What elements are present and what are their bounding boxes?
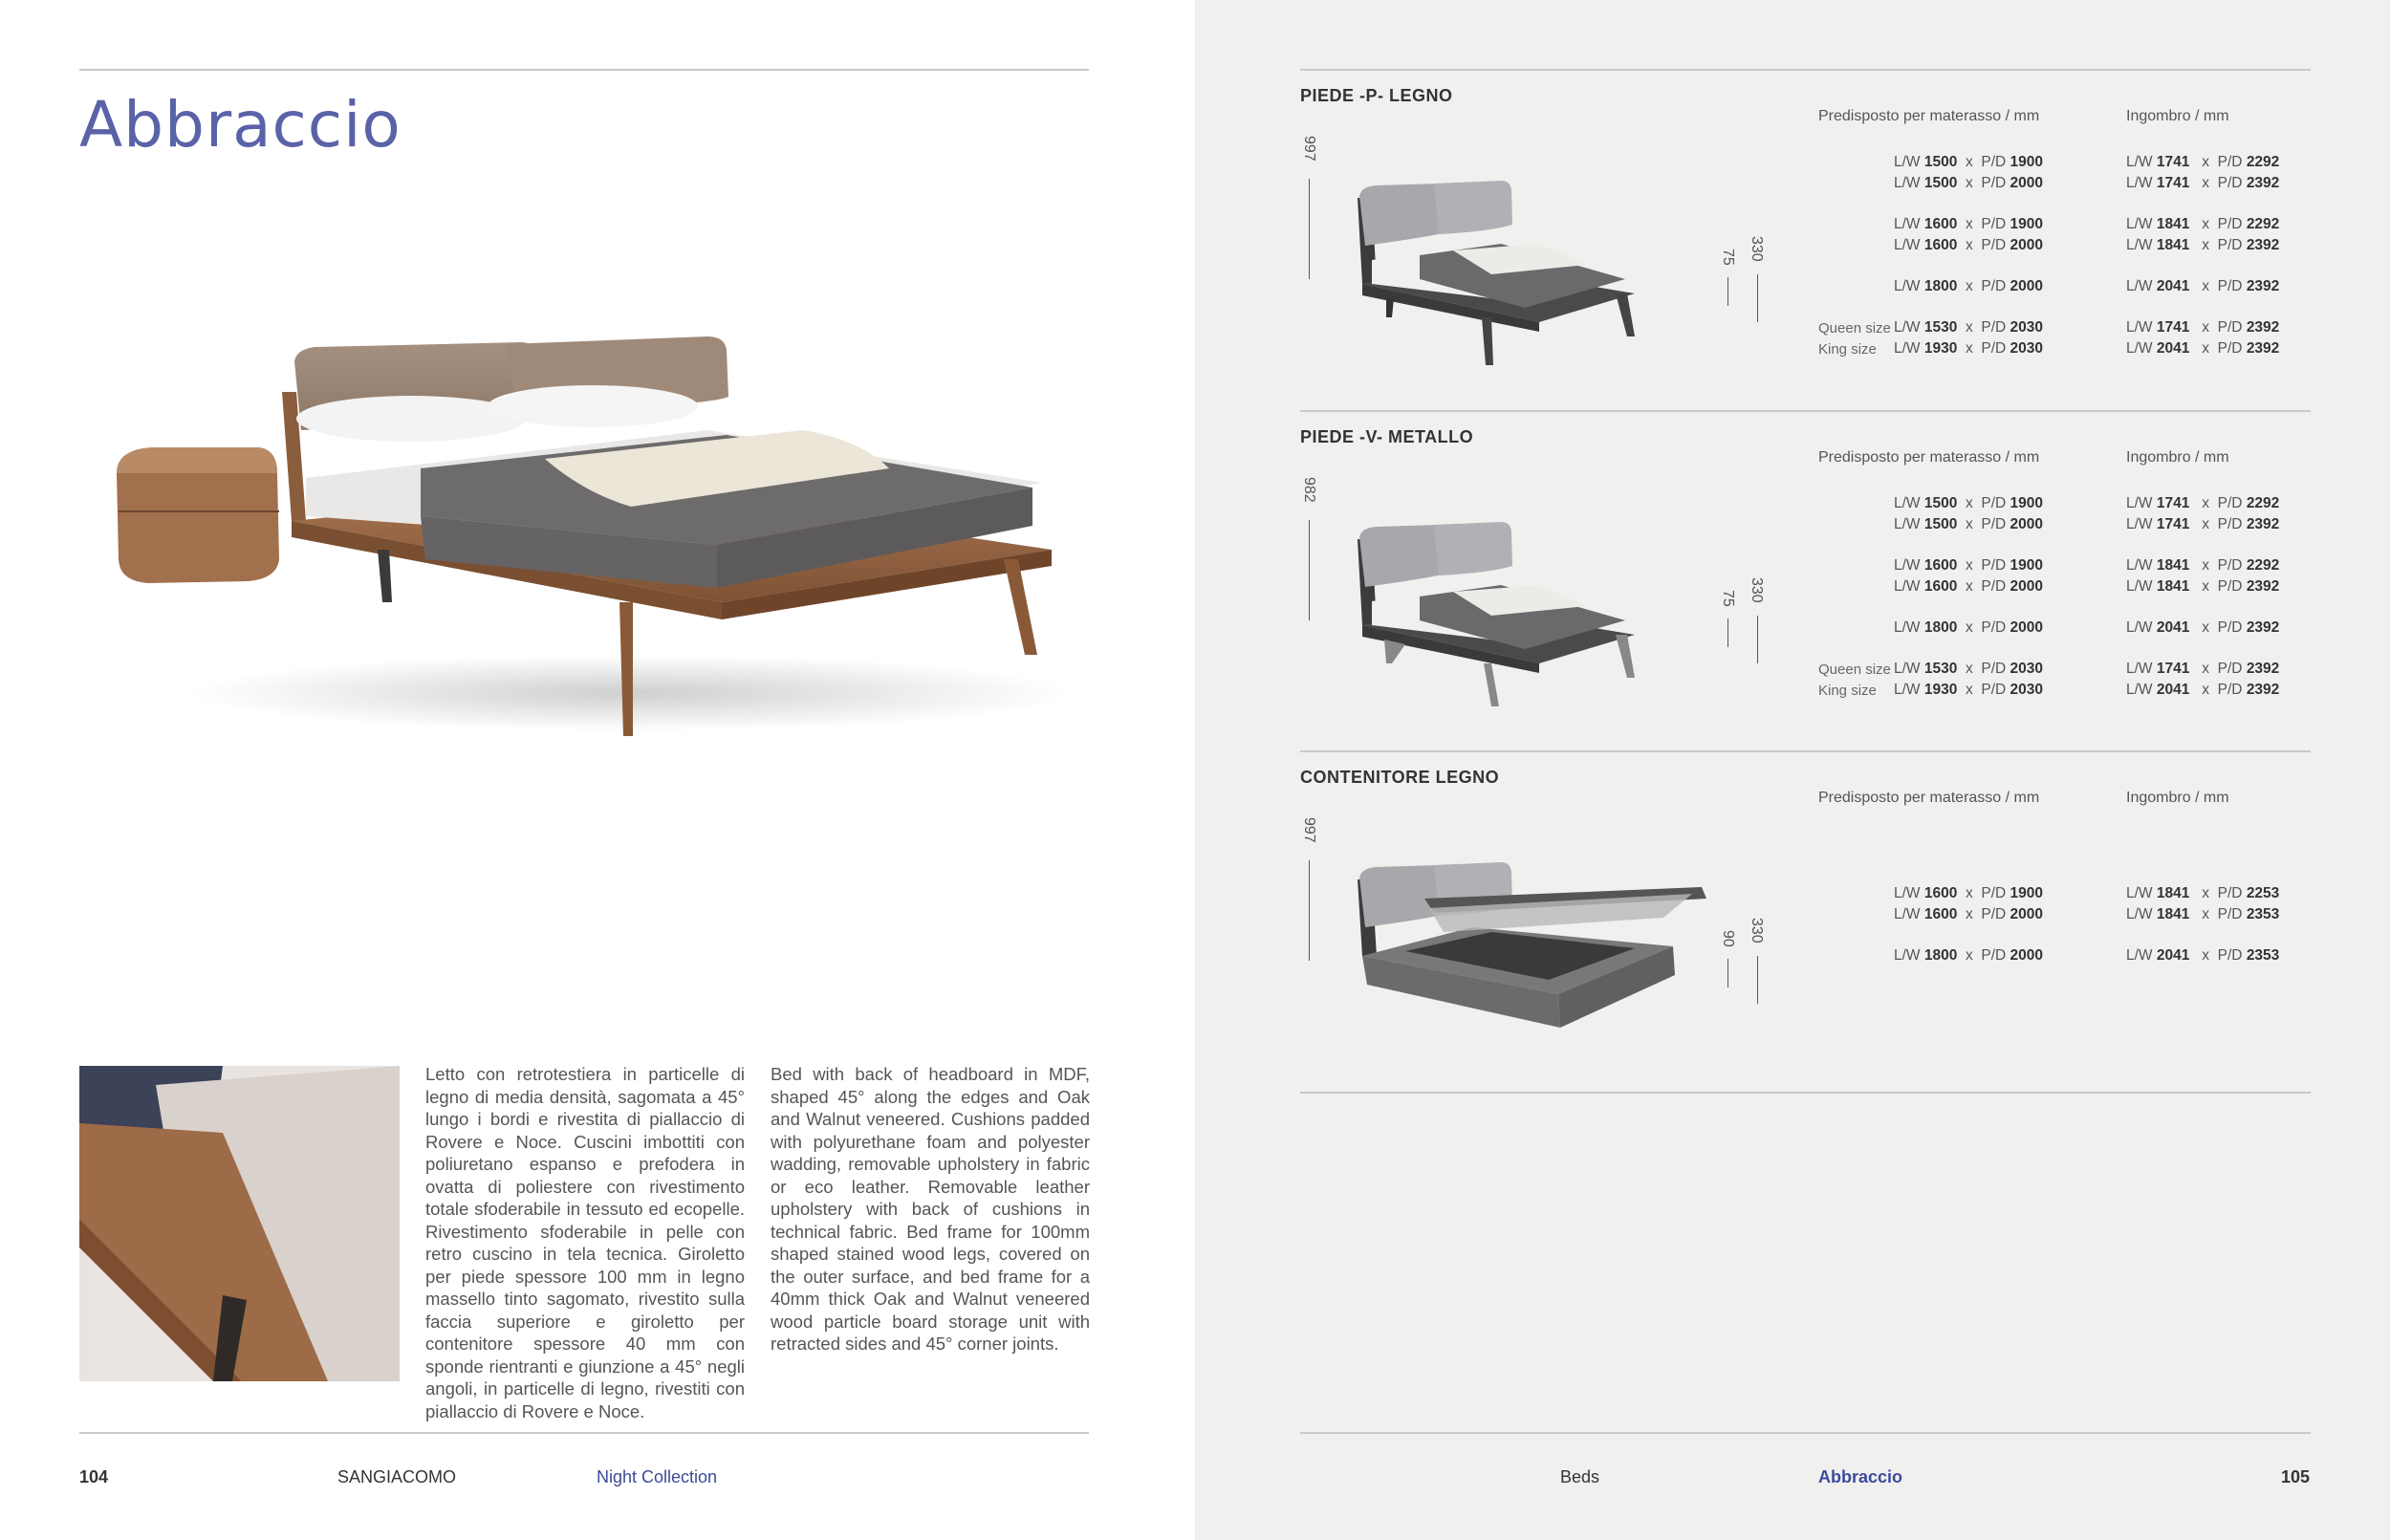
dimension-a: 75 <box>1720 590 1736 607</box>
x-label: x <box>1965 885 1973 901</box>
mattress-width: 1530 <box>1923 661 1958 677</box>
overall-width: 1741 <box>2156 154 2190 170</box>
mattress-size-row <box>1894 619 2043 637</box>
mattress-depth: 2000 <box>2010 619 2043 636</box>
height-dimension: 997 <box>1301 136 1317 162</box>
pd-label: P/D <box>2217 216 2243 232</box>
overall-size-row <box>2126 175 2279 192</box>
mattress-depth: 2000 <box>2010 175 2043 191</box>
lw-label: L/W <box>1894 216 1921 232</box>
overall-depth: 2392 <box>2246 661 2280 677</box>
mattress-depth: 2000 <box>2010 947 2043 964</box>
mattress-width: 1800 <box>1923 619 1958 636</box>
mattress-depth: 1900 <box>2010 216 2043 232</box>
lw-label: L/W <box>1894 175 1921 191</box>
size-label: Queen size <box>1818 320 1891 336</box>
mattress-size-row <box>1894 906 2043 923</box>
description-italian: Letto con retrotestiera in particelle di legno di media densità, sagomata a 45° lungo i bordi e rivestita di piallaccio di Rovere e Noce. Cuscini imbottiti con poliuretano espanso e prefodera in ovatta di poliestere con rivestimento totale sfoderabile in tessuto ed ecopelle. Rivestimento sfoderabile in pelle con retro cuscino in tela tecnica. Giroletto per piede spessore 100 mm in legno massello tinto sagomato, rivestito sulla faccia superiore e giroletto per contenitore spessore 40 mm con sponde rientranti e giunzione a 45° negli angoli, in particelle di legno, rivestiti con piallaccio di Rovere e Noce. <box>425 1064 745 1421</box>
overall-width: 2041 <box>2156 682 2190 698</box>
overall-width: 2041 <box>2156 947 2190 964</box>
mattress-size-row <box>1894 175 2043 192</box>
section-title: CONTENITORE LEGNO <box>1300 768 1500 787</box>
lw-label: L/W <box>2126 175 2153 191</box>
pd-label: P/D <box>2217 516 2243 532</box>
height-dimension-line <box>1309 179 1310 279</box>
mattress-depth: 1900 <box>2010 495 2043 511</box>
overall-width: 1841 <box>2156 906 2190 922</box>
lw-label: L/W <box>2126 516 2153 532</box>
pd-label: P/D <box>1981 947 2007 964</box>
lw-label: L/W <box>1894 278 1921 294</box>
column-head-overall: Ingombro / mm <box>2126 449 2229 466</box>
lw-label: L/W <box>1894 319 1921 336</box>
pd-label: P/D <box>1981 278 2007 294</box>
pd-label: P/D <box>1981 682 2007 698</box>
section-title: PIEDE -P- LEGNO <box>1300 86 1453 105</box>
overall-size-row <box>2126 578 2279 596</box>
bed-detail-photo <box>79 1066 400 1381</box>
mattress-depth: 1900 <box>2010 557 2043 574</box>
dimension-b: 330 <box>1749 918 1765 944</box>
x-label: x <box>1965 175 1973 191</box>
x-label: x <box>2202 516 2210 532</box>
x-label: x <box>2202 906 2210 922</box>
pd-label: P/D <box>2217 947 2243 964</box>
x-label: x <box>1965 947 1973 964</box>
lw-label: L/W <box>1894 947 1921 964</box>
mattress-size-row <box>1894 557 2043 575</box>
lw-label: L/W <box>1894 495 1921 511</box>
lw-label: L/W <box>1894 557 1921 574</box>
bed-drawing <box>1348 841 1721 1061</box>
page-title: Abbraccio <box>79 88 402 162</box>
mattress-width: 1800 <box>1923 947 1958 964</box>
overall-size-row <box>2126 885 2279 902</box>
pd-label: P/D <box>2217 578 2243 595</box>
dimension-a: 75 <box>1720 249 1736 266</box>
x-label: x <box>1965 237 1973 253</box>
lw-label: L/W <box>1894 885 1921 901</box>
lw-label: L/W <box>2126 154 2153 170</box>
bed-drawing <box>1348 160 1721 380</box>
mattress-depth: 1900 <box>2010 885 2043 901</box>
pd-label: P/D <box>2217 340 2243 357</box>
column-head-mattress: Predisposto per materasso / mm <box>1818 108 2040 124</box>
lw-label: L/W <box>2126 661 2153 677</box>
size-label: King size <box>1818 683 1877 699</box>
height-dimension: 997 <box>1301 817 1317 843</box>
overall-width: 1841 <box>2156 885 2190 901</box>
dimension-b-line <box>1757 274 1758 322</box>
footer-category: Beds <box>1560 1467 1600 1486</box>
dimension-b: 330 <box>1749 236 1765 262</box>
pd-label: P/D <box>2217 557 2243 574</box>
section-rule <box>1300 750 2311 752</box>
overall-depth: 2292 <box>2246 495 2280 511</box>
mattress-size-row <box>1894 885 2043 902</box>
mattress-width: 1500 <box>1923 495 1958 511</box>
mattress-size-row <box>1894 319 2043 336</box>
overall-depth: 2392 <box>2246 175 2280 191</box>
pd-label: P/D <box>1981 340 2007 357</box>
overall-size-row <box>2126 682 2279 699</box>
pd-label: P/D <box>2217 885 2243 901</box>
lw-label: L/W <box>2126 619 2153 636</box>
section-rule <box>1300 69 2311 71</box>
lw-label: L/W <box>2126 340 2153 357</box>
mattress-depth: 2030 <box>2010 319 2043 336</box>
overall-size-row <box>2126 906 2279 923</box>
x-label: x <box>1965 578 1973 595</box>
footer-collection: Night Collection <box>597 1467 718 1486</box>
overall-width: 1741 <box>2156 516 2190 532</box>
mattress-width: 1600 <box>1923 557 1958 574</box>
lw-label: L/W <box>2126 906 2153 922</box>
pd-label: P/D <box>2217 319 2243 336</box>
lw-label: L/W <box>1894 237 1921 253</box>
mattress-depth: 2000 <box>2010 237 2043 253</box>
dimension-b-line <box>1757 956 1758 1004</box>
bottom-rule <box>79 1432 1089 1434</box>
section-end-rule <box>1300 1092 2311 1094</box>
x-label: x <box>2202 340 2210 357</box>
height-dimension-line <box>1309 860 1310 961</box>
top-rule <box>79 69 1089 71</box>
lw-label: L/W <box>1894 516 1921 532</box>
pd-label: P/D <box>2217 495 2243 511</box>
overall-depth: 2392 <box>2246 619 2280 636</box>
mattress-depth: 2030 <box>2010 661 2043 677</box>
mattress-depth: 2000 <box>2010 578 2043 595</box>
pd-label: P/D <box>1981 885 2007 901</box>
lw-label: L/W <box>2126 319 2153 336</box>
mattress-depth: 2030 <box>2010 682 2043 698</box>
pd-label: P/D <box>1981 557 2007 574</box>
column-head-mattress: Predisposto per materasso / mm <box>1818 790 2040 806</box>
lw-label: L/W <box>1894 619 1921 636</box>
size-label: Queen size <box>1818 662 1891 678</box>
x-label: x <box>2202 619 2210 636</box>
x-label: x <box>2202 154 2210 170</box>
pd-label: P/D <box>2217 619 2243 636</box>
pd-label: P/D <box>2217 237 2243 253</box>
column-head-overall: Ingombro / mm <box>2126 108 2229 124</box>
dimension-a-line <box>1727 959 1728 987</box>
mattress-width: 1600 <box>1923 906 1958 922</box>
overall-width: 1841 <box>2156 557 2190 574</box>
overall-size-row <box>2126 661 2279 678</box>
lw-label: L/W <box>2126 278 2153 294</box>
x-label: x <box>1965 278 1973 294</box>
mattress-width: 1500 <box>1923 154 1958 170</box>
x-label: x <box>2202 495 2210 511</box>
mattress-width: 1530 <box>1923 319 1958 336</box>
mattress-width: 1600 <box>1923 578 1958 595</box>
mattress-depth: 2030 <box>2010 340 2043 357</box>
mattress-width: 1500 <box>1923 516 1958 532</box>
x-label: x <box>1965 906 1973 922</box>
dimension-b: 330 <box>1749 577 1765 603</box>
dimension-a: 90 <box>1720 930 1736 947</box>
pd-label: P/D <box>1981 619 2007 636</box>
mattress-size-row <box>1894 278 2043 295</box>
height-dimension-line <box>1309 520 1310 620</box>
overall-size-row <box>2126 216 2279 233</box>
lw-label: L/W <box>2126 216 2153 232</box>
x-label: x <box>2202 885 2210 901</box>
pd-label: P/D <box>1981 216 2007 232</box>
mattress-depth: 1900 <box>2010 154 2043 170</box>
x-label: x <box>2202 578 2210 595</box>
lw-label: L/W <box>2126 682 2153 698</box>
mattress-depth: 2000 <box>2010 278 2043 294</box>
overall-size-row <box>2126 495 2279 512</box>
lw-label: L/W <box>2126 237 2153 253</box>
lw-label: L/W <box>1894 682 1921 698</box>
x-label: x <box>2202 682 2210 698</box>
mattress-width: 1930 <box>1923 682 1958 698</box>
mattress-size-row <box>1894 216 2043 233</box>
x-label: x <box>2202 175 2210 191</box>
mattress-size-row <box>1894 495 2043 512</box>
overall-depth: 2392 <box>2246 278 2280 294</box>
overall-width: 1741 <box>2156 175 2190 191</box>
x-label: x <box>2202 319 2210 336</box>
lw-label: L/W <box>1894 340 1921 357</box>
lw-label: L/W <box>2126 557 2153 574</box>
lw-label: L/W <box>2126 947 2153 964</box>
lw-label: L/W <box>1894 906 1921 922</box>
description-english: Bed with back of headboard in MDF, shaped 45° along the edges and Oak and Walnut veneered. Cushions padded with polyurethane foam and polyester wadding, removable upholstery in fabric or eco leather. Removable leather upholstery with back of cushions in technical fabric. Bed frame for 100mm shaped stained wood legs, covered on the outer surface, and bed frame for a 40mm thick Oak and Walnut veneered wood particle board storage unit with retracted sides and 45° corner joints. <box>771 1064 1090 1354</box>
mattress-width: 1600 <box>1923 237 1958 253</box>
x-label: x <box>2202 557 2210 574</box>
pd-label: P/D <box>1981 154 2007 170</box>
height-dimension: 982 <box>1301 477 1317 503</box>
lw-label: L/W <box>2126 885 2153 901</box>
overall-size-row <box>2126 516 2279 533</box>
mattress-size-row <box>1894 661 2043 678</box>
overall-width: 1741 <box>2156 319 2190 336</box>
overall-width: 1841 <box>2156 237 2190 253</box>
overall-width: 1841 <box>2156 216 2190 232</box>
mattress-depth: 2000 <box>2010 516 2043 532</box>
x-label: x <box>2202 947 2210 964</box>
mattress-width: 1600 <box>1923 216 1958 232</box>
pd-label: P/D <box>2217 278 2243 294</box>
overall-width: 1741 <box>2156 495 2190 511</box>
overall-size-row <box>2126 557 2279 575</box>
mattress-width: 1600 <box>1923 885 1958 901</box>
overall-depth: 2392 <box>2246 319 2280 336</box>
size-label: King size <box>1818 341 1877 358</box>
lw-label: L/W <box>1894 661 1921 677</box>
overall-width: 1841 <box>2156 578 2190 595</box>
x-label: x <box>2202 661 2210 677</box>
overall-depth: 2392 <box>2246 237 2280 253</box>
overall-size-row <box>2126 237 2279 254</box>
mattress-size-row <box>1894 237 2043 254</box>
mattress-size-row <box>1894 947 2043 965</box>
overall-depth: 2392 <box>2246 682 2280 698</box>
pd-label: P/D <box>1981 237 2007 253</box>
lw-label: L/W <box>2126 495 2153 511</box>
x-label: x <box>1965 340 1973 357</box>
section-title: PIEDE -V- METALLO <box>1300 427 1474 446</box>
pd-label: P/D <box>1981 906 2007 922</box>
x-label: x <box>1965 495 1973 511</box>
pd-label: P/D <box>2217 682 2243 698</box>
x-label: x <box>1965 516 1973 532</box>
x-label: x <box>2202 278 2210 294</box>
mattress-size-row <box>1894 516 2043 533</box>
right-page <box>1195 0 2390 1540</box>
mattress-size-row <box>1894 154 2043 171</box>
overall-depth: 2292 <box>2246 154 2280 170</box>
x-label: x <box>1965 319 1973 336</box>
pd-label: P/D <box>1981 578 2007 595</box>
overall-depth: 2292 <box>2246 216 2280 232</box>
x-label: x <box>1965 661 1973 677</box>
footer-product: Abbraccio <box>1818 1467 1903 1486</box>
overall-size-row <box>2126 619 2279 637</box>
footer-brand: SANGIACOMO <box>337 1467 457 1486</box>
overall-width: 2041 <box>2156 278 2190 294</box>
overall-depth: 2353 <box>2246 947 2280 964</box>
pd-label: P/D <box>1981 516 2007 532</box>
section-rule <box>1300 410 2311 412</box>
overall-size-row <box>2126 340 2279 358</box>
overall-size-row <box>2126 154 2279 171</box>
bottom-rule-right <box>1300 1432 2311 1434</box>
pd-label: P/D <box>2217 175 2243 191</box>
bed-main-photo <box>96 315 1090 755</box>
x-label: x <box>1965 682 1973 698</box>
overall-width: 2041 <box>2156 340 2190 357</box>
x-label: x <box>1965 557 1973 574</box>
x-label: x <box>1965 216 1973 232</box>
mattress-size-row <box>1894 578 2043 596</box>
mattress-width: 1800 <box>1923 278 1958 294</box>
x-label: x <box>1965 154 1973 170</box>
lw-label: L/W <box>1894 578 1921 595</box>
overall-size-row <box>2126 278 2279 295</box>
mattress-size-row <box>1894 682 2043 699</box>
pd-label: P/D <box>1981 661 2007 677</box>
pd-label: P/D <box>2217 154 2243 170</box>
overall-depth: 2292 <box>2246 557 2280 574</box>
overall-depth: 2392 <box>2246 516 2280 532</box>
mattress-width: 1930 <box>1923 340 1958 357</box>
column-head-overall: Ingombro / mm <box>2126 790 2229 806</box>
column-head-mattress: Predisposto per materasso / mm <box>1818 449 2040 466</box>
x-label: x <box>1965 619 1973 636</box>
x-label: x <box>2202 237 2210 253</box>
overall-depth: 2392 <box>2246 578 2280 595</box>
overall-size-row <box>2126 319 2279 336</box>
overall-size-row <box>2126 947 2279 965</box>
pd-label: P/D <box>2217 661 2243 677</box>
mattress-depth: 2000 <box>2010 906 2043 922</box>
footer-page-number-right: 105 <box>2281 1467 2311 1486</box>
overall-width: 2041 <box>2156 619 2190 636</box>
bed-drawing <box>1348 501 1721 721</box>
x-label: x <box>2202 216 2210 232</box>
dimension-b-line <box>1757 616 1758 663</box>
pd-label: P/D <box>1981 175 2007 191</box>
mattress-width: 1500 <box>1923 175 1958 191</box>
overall-depth: 2253 <box>2246 885 2280 901</box>
dimension-a-line <box>1727 277 1728 306</box>
overall-depth: 2392 <box>2246 340 2280 357</box>
dimension-a-line <box>1727 618 1728 647</box>
overall-depth: 2353 <box>2246 906 2280 922</box>
mattress-size-row <box>1894 340 2043 358</box>
lw-label: L/W <box>1894 154 1921 170</box>
pd-label: P/D <box>1981 495 2007 511</box>
pd-label: P/D <box>2217 906 2243 922</box>
pd-label: P/D <box>1981 319 2007 336</box>
lw-label: L/W <box>2126 578 2153 595</box>
overall-width: 1741 <box>2156 661 2190 677</box>
footer-page-number: 104 <box>79 1467 109 1486</box>
